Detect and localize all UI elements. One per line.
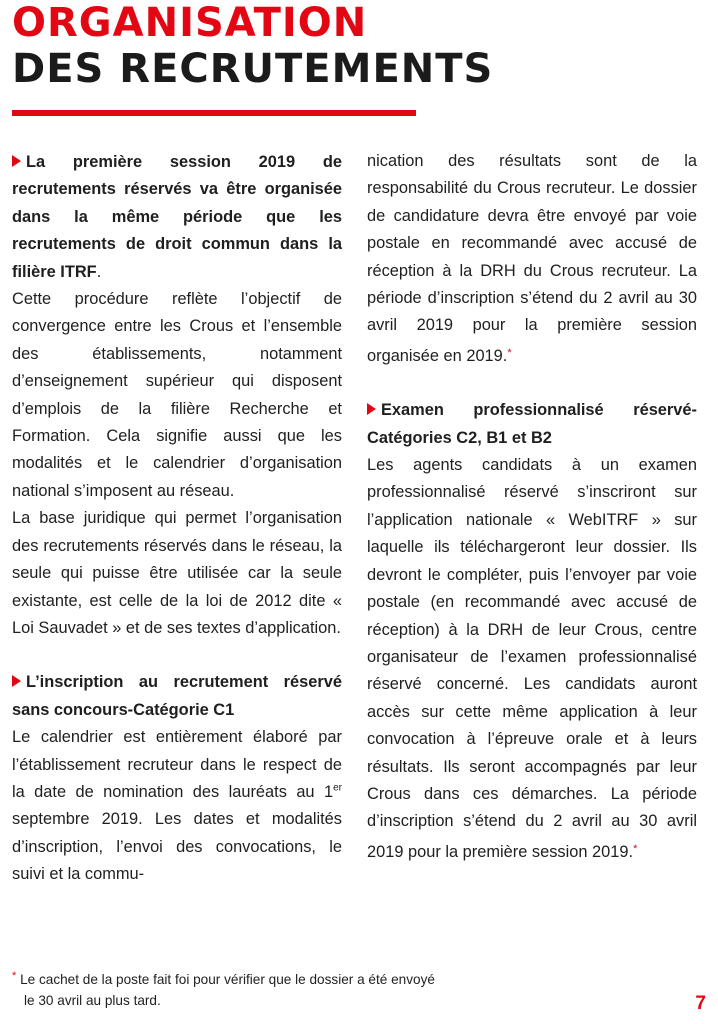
left-column — [12, 149, 342, 889]
page-title — [12, 0, 493, 92]
section-heading-text: La première session 2019 de recrutements réservés va être organisée dans la même période que les recrutements de droit commun dans la filière ITRF — [12, 153, 342, 281]
section-heading-exam — [367, 397, 697, 452]
footnote-asterisk: * — [633, 842, 638, 855]
section-heading-inscription — [12, 669, 342, 724]
footnote — [12, 966, 612, 1011]
page-title-line-2: DES RECRUTEMENTS — [12, 46, 494, 92]
paragraph-calendar — [12, 724, 342, 888]
spacer — [12, 642, 342, 669]
spacer — [367, 370, 697, 397]
paragraph-calendar-part-1: Le calendrier est entièrement élaboré par l’établissement recruteur dans le respect de la date de nomination des lauréats au 1 — [12, 728, 342, 801]
page-number: 7 — [695, 993, 706, 1014]
paragraph-webitrf — [367, 452, 697, 866]
paragraph-webitrf-text: Les agents candidats à un examen professionnalisé réservé s’inscriront sur l’application nationale « WebITRF » sur laquelle ils téléchargeront leur dossier. Ils devront le compléter, puis l’envoyer par voie postale (en recommandé avec accusé de réception) à la DRH de leur Crous, centre organisateur de l’examen professionnalisé réservé concerné. Les candidats auront accès sur cette même application à leur convocation à l’épreuve orale et à leurs résultats. Ils seront accompagnés par leur Crous dans ces démarches. La période d’inscription s’étend du 2 avril au 30 avril 2019 pour la première session 2019. — [367, 456, 697, 861]
triangle-bullet-icon — [12, 155, 21, 167]
section-heading-text: L’inscription au recrutement réservé sans concours-Catégorie C1 — [12, 673, 342, 719]
paragraph-results — [367, 148, 697, 370]
title-underline — [12, 110, 416, 116]
section-heading-text: Examen professionnalisé réservé-Catégories C2, B1 et B2 — [367, 401, 697, 447]
paragraph-convergence: Cette procédure reflète l’objectif de convergence entre les Crous et l’ensemble des établissements, notamment d’enseignement supérieur qui disposent d’emplois de la filière Recherche et Formation. Cela signifie aussi que les modalités et le calendrier d’organisation national s’imposent au réseau. — [12, 290, 342, 500]
triangle-bullet-icon — [367, 403, 376, 415]
footnote-asterisk: * — [12, 970, 17, 982]
footnote-line-1: Le cachet de la poste fait foi pour vérifier que le dossier a été envoyé — [20, 972, 435, 987]
footnote-asterisk: * — [507, 346, 512, 359]
ordinal-superscript: er — [333, 782, 342, 794]
section-heading-period: . — [96, 262, 102, 281]
triangle-bullet-icon — [12, 675, 21, 687]
footnote-line-2: le 30 avril au plus tard. — [24, 993, 161, 1008]
paragraph-calendar-part-2: septembre 2019. Les dates et modalités d’inscription, l’envoi des convocations, le suivi et la commu- — [12, 810, 342, 884]
section-heading-first-session — [12, 149, 342, 286]
paragraph-legal-basis: La base juridique qui permet l’organisation des recrutements réservés dans le réseau, la seule qui puisse être utilisée car la seule existante, est celle de la loi de 2012 dite « Loi Sauvadet » et de ses textes d’application. — [12, 509, 342, 637]
page-title-line-1: ORGANISATION — [12, 0, 368, 46]
right-column — [367, 148, 697, 866]
paragraph-results-text: nication des résultats sont de la responsabilité du Crous recruteur. Le dossier de candidature devra être envoyé par voie postale en recommandé avec accusé de réception à la DRH du Crous recruteur. La période d’inscription s’étend du 2 avril au 30 avril 2019 pour la première session organisée en 2019. — [367, 152, 697, 365]
